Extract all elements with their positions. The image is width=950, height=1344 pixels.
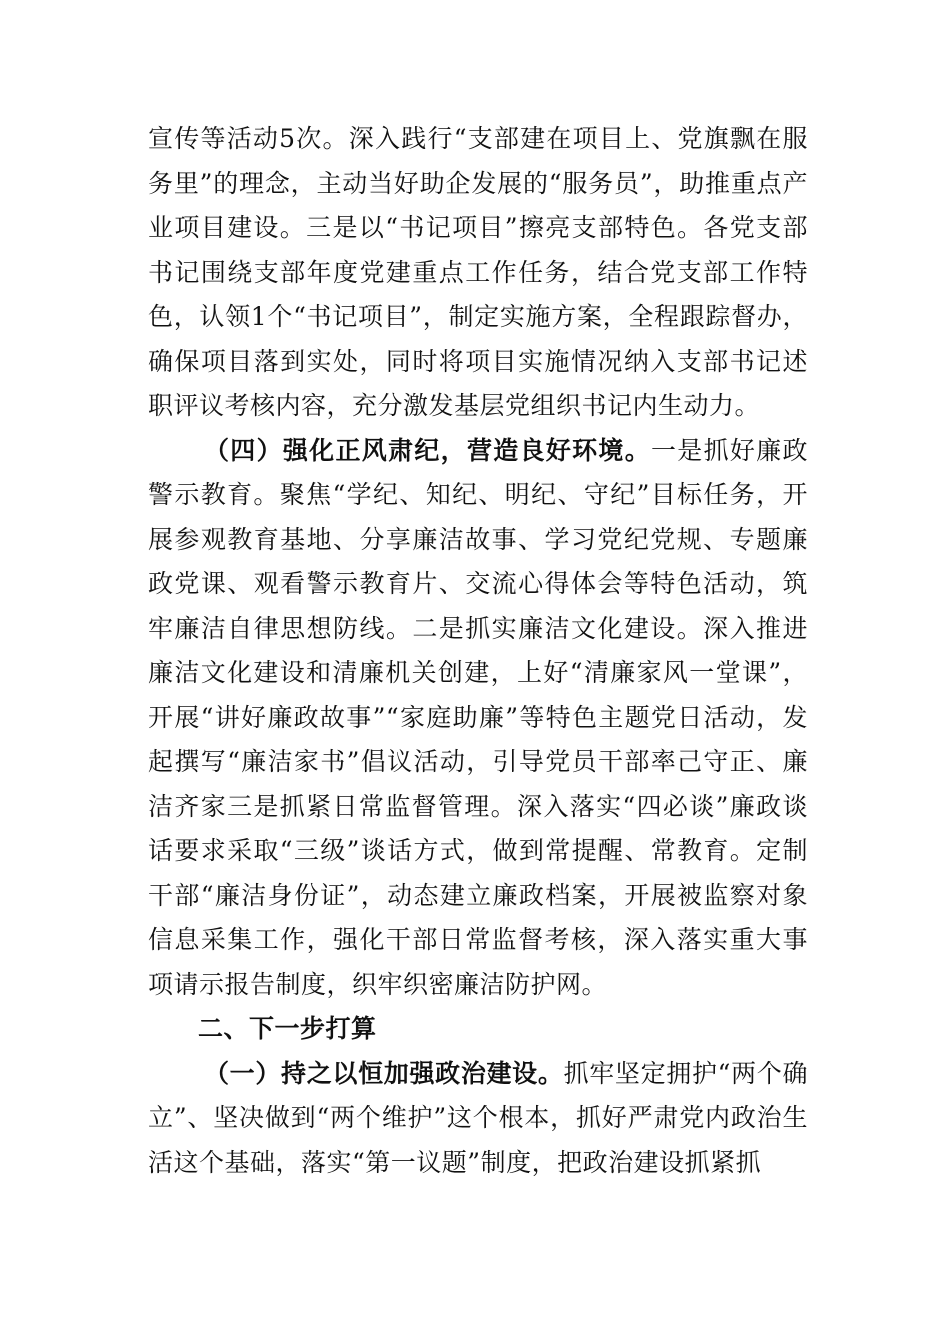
paragraph-text: 一是抓好廉政警示教育。聚焦“学纪、知纪、明纪、守纪”目标任务，开展参观教育基地、分享廉洁故事、学习党纪党规、专题廉政党课、观看警示教育片、交流心得体会等特色活动，筑牢廉洁自律思想防线。二是抓实廉洁文化建设。深入推进廉洁文化建设和清廉机关创建，上好“清廉家风一堂课”，开展“讲好廉政故事”“家庭助廉”等特色主题党日活动，发起撰写“廉洁家书”倡议活动，引导党员干部率己守正、廉洁齐家三是抓紧日常监督管理。深入落实“四必谈”廉政谈话要求采取“三级”谈话方式，做到常提醒、常教育。定制干部“廉洁身份证”，动态建立廉政档案，开展被监察对象信息采集工作，强化干部日常监督考核，深入落实重大事项请示报告制度，织牢织密廉洁防护网。 <box>148 435 808 999</box>
paragraph-text: 宣传等活动5次。深入践行“支部建在项目上、党旗飘在服务里”的理念，主动当好助企发展的“服务员”，助推重点产业项目建设。三是以“书记项目”擦亮支部特色。各党支部书记围绕支部年度党建重点工作任务，结合党支部工作特色，认领1个“书记项目”，制定实施方案，全程跟踪督办，确保项目落到实处，同时将项目实施情况纳入支部书记述职评议考核内容，充分激发基层党组织书记内生动力。 <box>148 124 808 420</box>
section-heading: 二、下一步打算 <box>198 1014 377 1043</box>
paragraph-political <box>148 1052 808 1186</box>
paragraph-heading: （一）持之以恒加强政治建设。 <box>204 1058 564 1088</box>
paragraph-heading: （四）强化正风肃纪，营造良好环境。 <box>204 435 651 465</box>
paragraph-discipline <box>148 429 808 1008</box>
document-body <box>148 117 808 1185</box>
paragraph-continued <box>148 117 808 429</box>
paragraph-text: 抓牢坚定拥护“两个确立”、坚决做到“两个维护”这个根本，抓好严肃党内政治生活这个基础，落实“第一议题”制度，把政治建设抓紧抓 <box>148 1058 808 1177</box>
